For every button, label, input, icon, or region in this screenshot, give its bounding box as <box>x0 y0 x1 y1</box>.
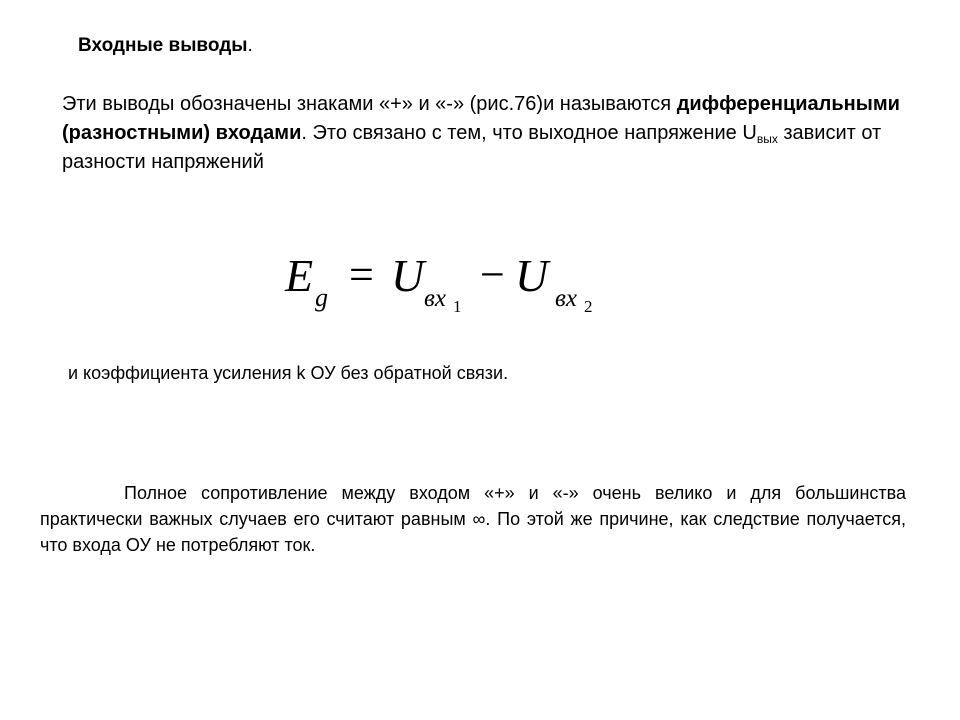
formula-lhs-subscript: g <box>315 283 328 312</box>
paragraph1-subscript: вых <box>756 132 778 146</box>
heading <box>78 33 253 59</box>
formula-lhs-symbol: E <box>285 250 314 301</box>
formula-term2-subscript: вх <box>555 285 577 312</box>
heading-trailing: . <box>247 35 253 56</box>
paragraph-input-resistance <box>40 480 906 558</box>
paragraph1-part2: . Это связано с тем, что выходное напряжение U <box>301 122 757 144</box>
formula-svg <box>283 236 623 326</box>
formula-equals: = <box>349 250 374 299</box>
paragraph-differential-inputs <box>62 90 922 177</box>
paragraph-gain-coefficient: и коэффициента усиления k ОУ без обратной связи. <box>68 363 509 383</box>
formula-minus: − <box>480 250 505 299</box>
paragraph1-bold-term: дифференциальными (разностными) входами <box>62 93 900 144</box>
paragraph3-text: Полное сопротивление между входом «+» и «-» очень велико и для большинства практически важных случаев его считают равным ∞. По этой же причине, как следствие получается, что входа ОУ не потребляют ток. <box>40 483 906 555</box>
formula-term1-symbol: U <box>391 250 425 301</box>
formula-term1-index: 1 <box>453 297 462 316</box>
formula-term2-symbol: U <box>515 250 549 301</box>
paragraph1-part3: зависит от разности напряжений <box>62 122 882 173</box>
paragraph1-part1: Эти выводы обозначены знаками «+» и «-» (рис.76)и называются <box>62 93 677 115</box>
formula-term2-index: 2 <box>584 297 593 316</box>
formula <box>283 236 623 326</box>
heading-bold-text: Входные выводы <box>78 35 248 56</box>
formula-term1-subscript: вх <box>424 285 446 312</box>
